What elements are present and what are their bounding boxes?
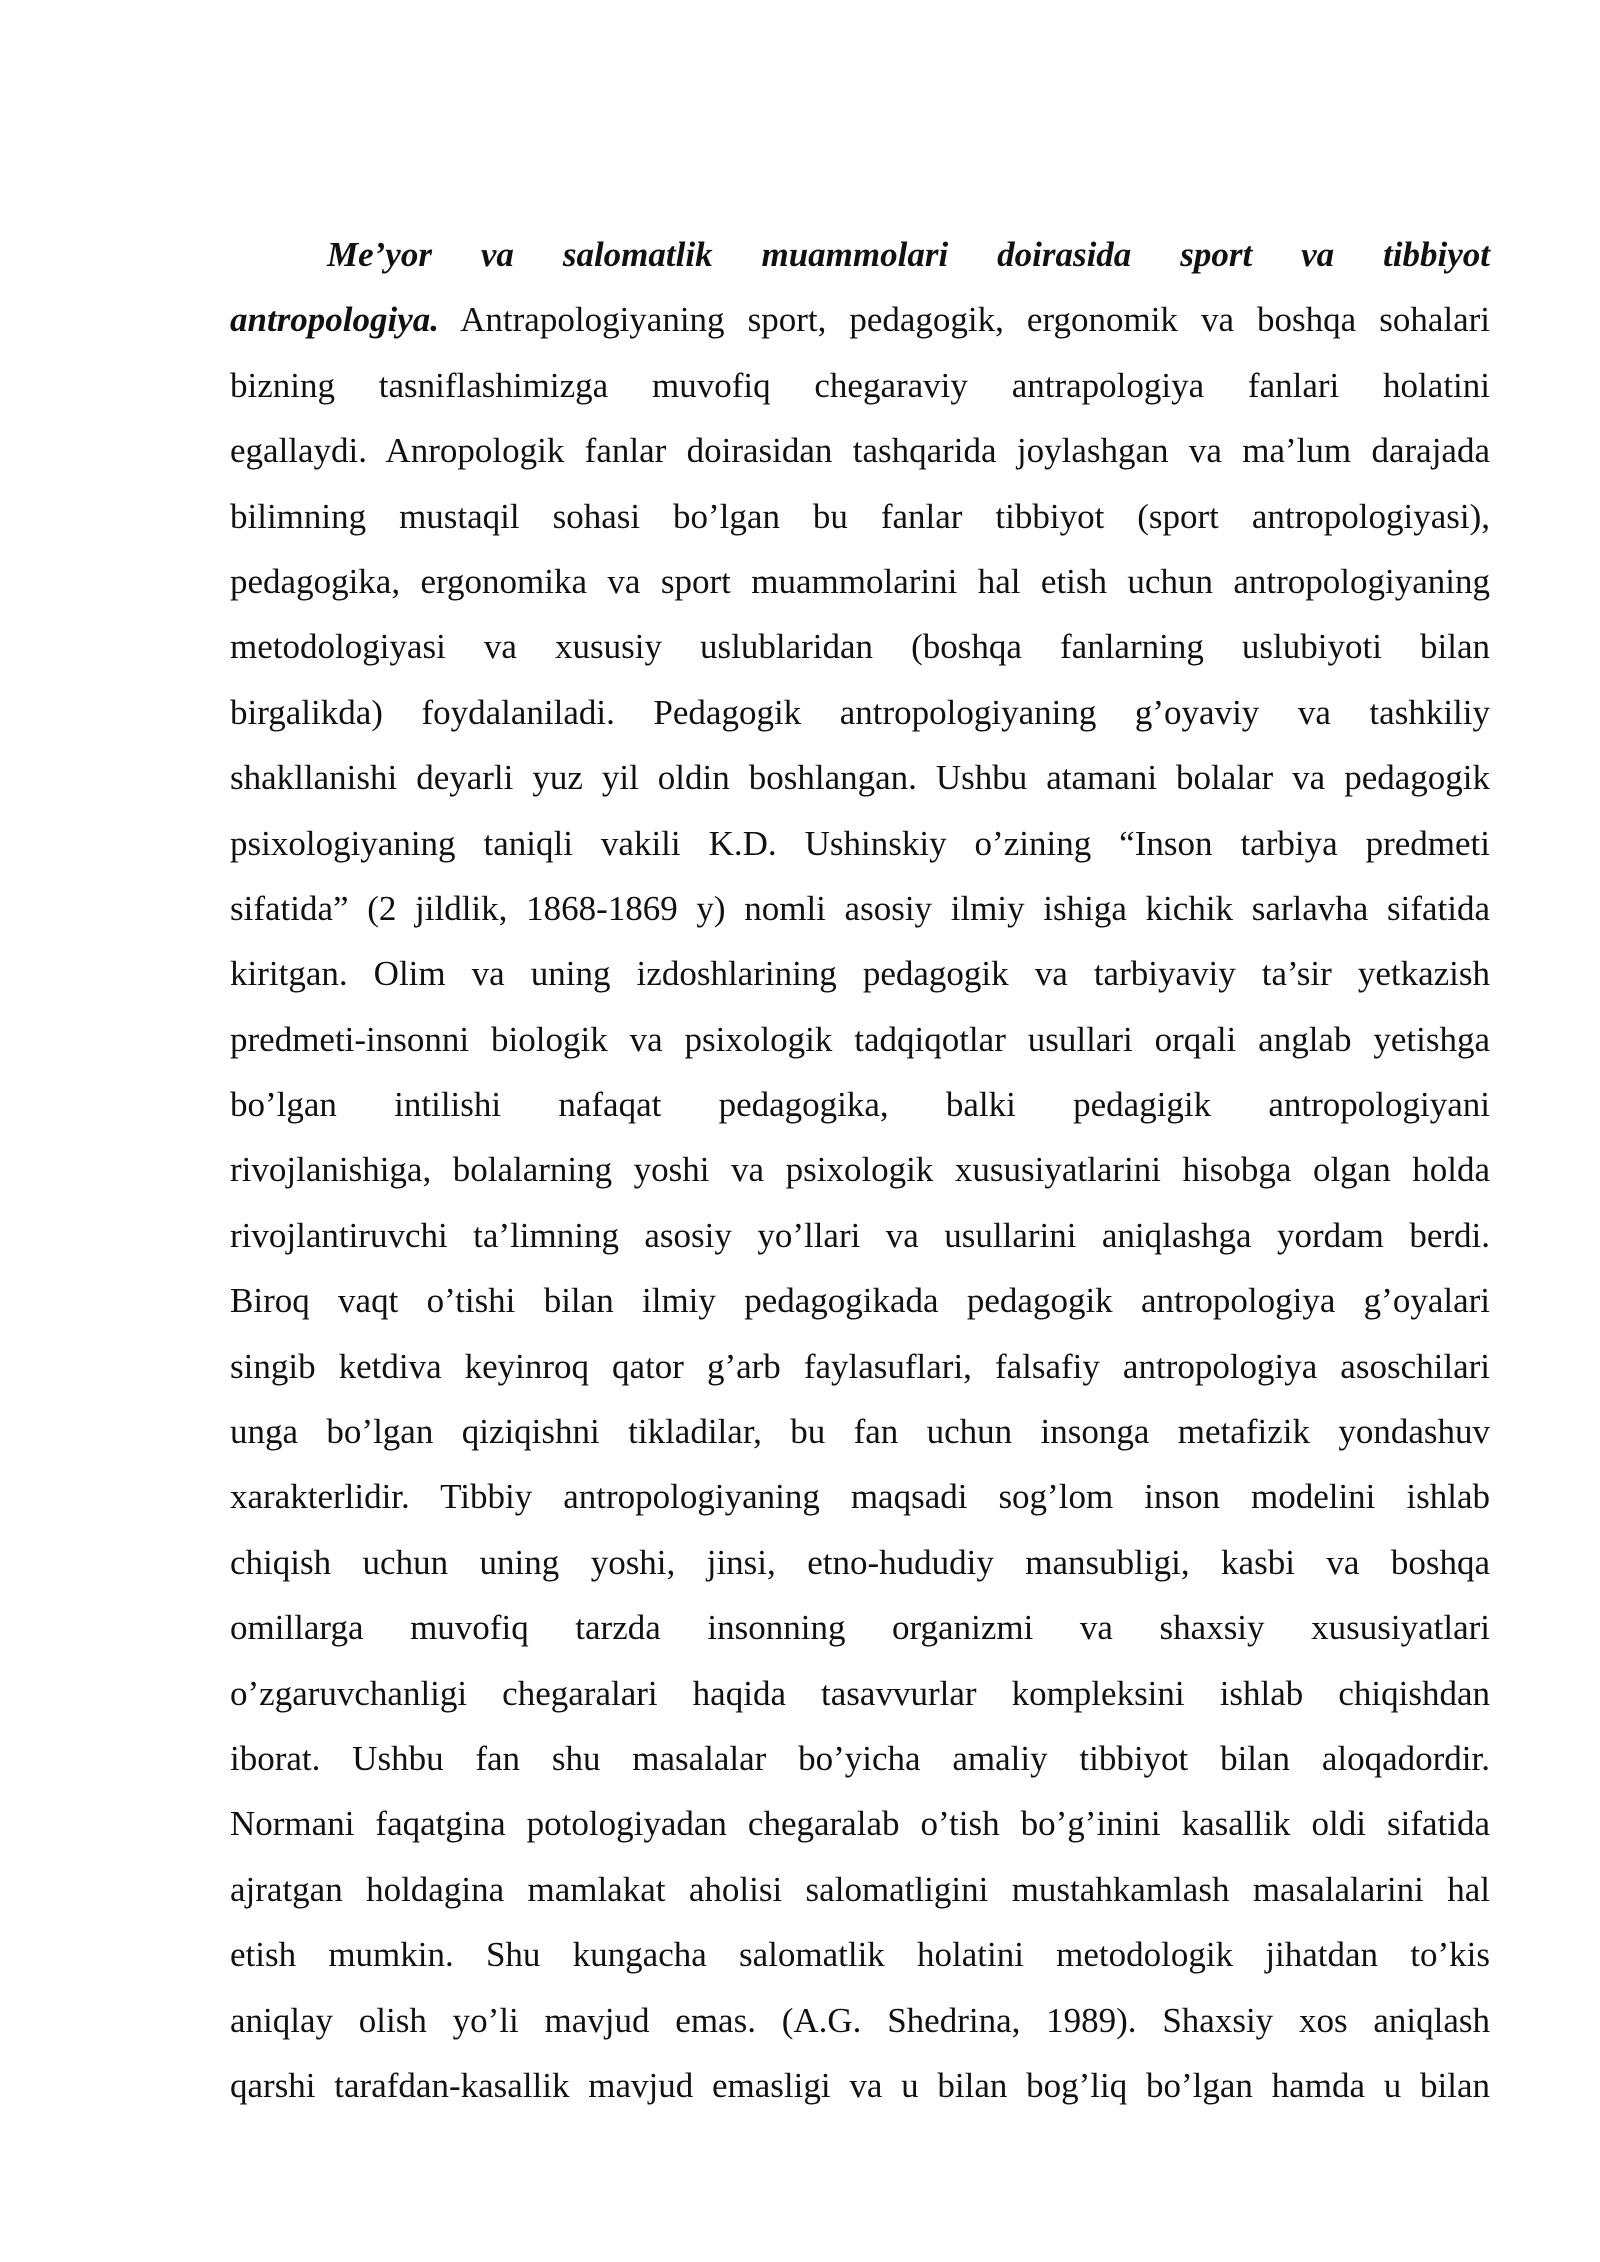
section-heading: Me’yor va salomatlik muammolari doirasida sport va tibbiyot — [327, 235, 1490, 274]
text-line: rivojlantiruvchi ta’limning asosiy yo’llari va usullarini aniqlashga yordam berdi. — [230, 1215, 1490, 1255]
text-line: ajratgan holdagina mamlakat aholisi salomatligini mustahkamlash masalalarini hal — [230, 1869, 1490, 1909]
text-line: bizning tasniflashimizga muvofiq chegaraviy antrapologiya fanlari holatini — [230, 365, 1490, 405]
body-text — [230, 222, 1490, 2118]
text-line — [230, 287, 1490, 352]
text-line: xarakterlidir. Tibbiy antropologiyaning maqsadi sog’lom inson modelini ishlab — [230, 1477, 1490, 1517]
text-line: predmeti-insonni biologik va psixologik tadqiqotlar usullari orqali anglab yetishga — [230, 1019, 1490, 1059]
text-line: aniqlay olish yo’li mavjud emas. (A.G. Shedrina, 1989). Shaxsiy xos aniqlash — [230, 2000, 1490, 2040]
text-line: kiritgan. Olim va uning izdoshlarining pedagogik va tarbiyaviy ta’sir yetkazish — [230, 954, 1490, 994]
text-line: birgalikda) foydalaniladi. Pedagogik antropologiyaning g’oyaviy va tashkiliy — [230, 692, 1490, 732]
text-line: Normani faqatgina potologiyadan chegaralab o’tish bo’g’inini kasallik oldi sifatida — [230, 1804, 1490, 1844]
text-line: etish mumkin. Shu kungacha salomatlik holatini metodologik jihatdan to’kis — [230, 1935, 1490, 1975]
text-line: egallaydi. Anropologik fanlar doirasidan tashqarida joylashgan va ma’lum darajada — [230, 431, 1490, 471]
text-line: chiqish uchun uning yoshi, jinsi, etno-hududiy mansubligi, kasbi va boshqa — [230, 1542, 1490, 1582]
text-line-content: Antrapologiyaning sport, pedagogik, ergonomik va boshqa sohalari — [460, 300, 1490, 340]
text-line: qarshi tarafdan-kasallik mavjud emasligi va u bilan bog’liq bo’lgan hamda u bilan — [230, 2065, 1490, 2105]
text-line: bilimning mustaqil sohasi bo’lgan bu fanlar tibbiyot (sport antropologiyasi), — [230, 496, 1490, 536]
text-line: Biroq vaqt o’tishi bilan ilmiy pedagogikada pedagogik antropologiya g’oyalari — [230, 1281, 1490, 1321]
text-line: iborat. Ushbu fan shu masalalar bo’yicha amaliy tibbiyot bilan aloqadordir. — [230, 1738, 1490, 1778]
text-line: bo’lgan intilishi nafaqat pedagogika, balki pedagigik antropologiyani — [230, 1085, 1490, 1125]
text-line: omillarga muvofiq tarzda insonning organizmi va shaxsiy xususiyatlari — [230, 1608, 1490, 1648]
text-line: singib ketdiva keyinroq qator g’arb faylasuflari, falsafiy antropologiya asoschilari — [230, 1346, 1490, 1386]
section-heading-end: antropologiya. — [230, 300, 440, 340]
text-line: shakllanishi deyarli yuz yil oldin boshlangan. Ushbu atamani bolalar va pedagogik — [230, 758, 1490, 798]
text-line: rivojlanishiga, bolalarning yoshi va psixologik xususiyatlarini hisobga olgan holda — [230, 1150, 1490, 1190]
text-line: metodologiyasi va xususiy uslublaridan (boshqa fanlarning uslubiyoti bilan — [230, 627, 1490, 667]
text-line: unga bo’lgan qiziqishni tikladilar, bu fan uchun insonga metafizik yondashuv — [230, 1412, 1490, 1452]
text-line: sifatida” (2 jildlik, 1868-1869 y) nomli asosiy ilmiy ishiga kichik sarlavha sifatida — [230, 888, 1490, 928]
text-line: psixologiyaning taniqli vakili K.D. Ushinskiy o’zining “Inson tarbiya predmeti — [230, 823, 1490, 863]
text-line: pedagogika, ergonomika va sport muammolarini hal etish uchun antropologiyaning — [230, 561, 1490, 601]
text-line: o’zgaruvchanligi chegaralari haqida tasavvurlar kompleksini ishlab chiqishdan — [230, 1673, 1490, 1713]
